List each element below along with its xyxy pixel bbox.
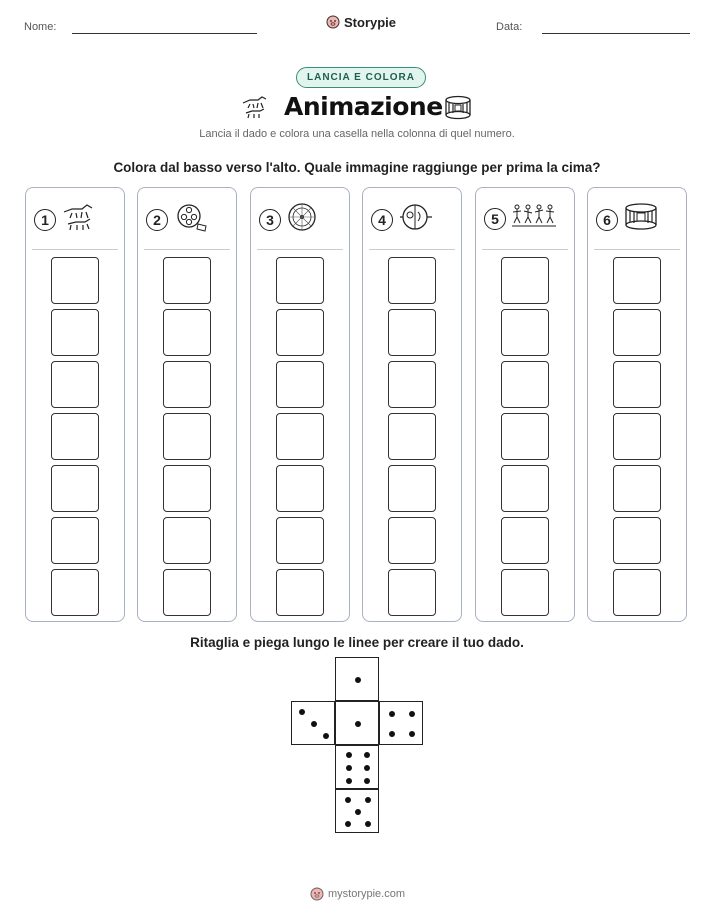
column-header — [596, 202, 658, 237]
die-face-1 — [335, 657, 379, 701]
color-cell[interactable] — [51, 257, 99, 304]
date-label: Data: — [496, 21, 523, 33]
color-cell[interactable] — [51, 465, 99, 512]
color-cell[interactable] — [51, 517, 99, 564]
color-cell[interactable] — [613, 517, 661, 564]
subtitle: Lancia il dado e colora una casella nella colonna di quel numero. — [199, 128, 515, 140]
color-cell[interactable] — [276, 309, 324, 356]
brand-logo — [326, 14, 396, 30]
color-cell[interactable] — [163, 413, 211, 460]
film-reel-icon — [174, 202, 210, 237]
column-4 — [362, 187, 462, 622]
dice-instruction: Ritaglia e piega lungo le linee per creare il tuo dado. — [190, 635, 524, 650]
column-6 — [587, 187, 687, 622]
column-divider — [32, 249, 118, 250]
color-cell[interactable] — [501, 413, 549, 460]
column-number: 3 — [259, 209, 281, 231]
pig-mascot-icon — [310, 886, 324, 902]
die-pip — [409, 731, 415, 737]
color-cell[interactable] — [388, 361, 436, 408]
color-cell[interactable] — [163, 361, 211, 408]
die-pip — [389, 731, 395, 737]
running-animals-icon — [62, 202, 98, 237]
dancing-figures-strip-icon — [512, 202, 556, 235]
die-pip — [365, 797, 371, 803]
color-cell[interactable] — [51, 309, 99, 356]
column-divider — [369, 249, 455, 250]
die-pip — [311, 721, 317, 727]
color-cell[interactable] — [276, 413, 324, 460]
color-cell[interactable] — [613, 257, 661, 304]
column-number: 1 — [34, 209, 56, 231]
die-face-3 — [291, 701, 335, 745]
column-header — [259, 202, 317, 237]
color-cell[interactable] — [388, 465, 436, 512]
color-cell[interactable] — [613, 569, 661, 616]
color-cell[interactable] — [388, 569, 436, 616]
brand-name: Storypie — [344, 14, 397, 30]
column-divider — [482, 249, 568, 250]
die-pip — [364, 752, 370, 758]
die-pip — [355, 721, 361, 727]
die-pip — [355, 809, 361, 815]
die-pip — [355, 677, 361, 683]
column-5 — [475, 187, 575, 622]
column-divider — [144, 249, 230, 250]
column-number: 4 — [371, 209, 393, 231]
thaumatrope-icon — [399, 202, 435, 237]
color-cell[interactable] — [51, 361, 99, 408]
color-cell[interactable] — [613, 465, 661, 512]
footer-url: mystorypie.com — [328, 888, 406, 900]
footer — [310, 886, 405, 902]
color-cell[interactable] — [51, 569, 99, 616]
name-line[interactable] — [72, 33, 257, 34]
color-cell[interactable] — [501, 465, 549, 512]
column-header — [484, 202, 556, 235]
color-cell[interactable] — [388, 257, 436, 304]
color-cell[interactable] — [388, 517, 436, 564]
die-pip — [409, 711, 415, 717]
date-line[interactable] — [542, 33, 690, 34]
color-cell[interactable] — [613, 309, 661, 356]
color-cell[interactable] — [501, 517, 549, 564]
die-face-5 — [335, 789, 379, 833]
column-2 — [137, 187, 237, 622]
color-cell[interactable] — [501, 309, 549, 356]
zoetrope-disc-icon — [287, 202, 317, 237]
color-cell[interactable] — [163, 309, 211, 356]
color-cell[interactable] — [613, 413, 661, 460]
die-face-1 — [335, 701, 379, 745]
color-cell[interactable] — [276, 569, 324, 616]
die-face-4 — [379, 701, 423, 745]
die-pip — [365, 821, 371, 827]
die-pip — [323, 733, 329, 739]
activity-badge: LANCIA E COLORA — [296, 67, 426, 88]
die-pip — [364, 765, 370, 771]
die-pip — [364, 778, 370, 784]
color-cell[interactable] — [163, 517, 211, 564]
instruction-heading: Colora dal basso verso l'alto. Quale immagine raggiunge per prima la cima? — [113, 160, 601, 175]
color-cell[interactable] — [276, 361, 324, 408]
color-cell[interactable] — [51, 413, 99, 460]
name-label: Nome: — [24, 21, 57, 33]
column-divider — [257, 249, 343, 250]
color-cell[interactable] — [276, 257, 324, 304]
color-cell[interactable] — [613, 361, 661, 408]
column-header — [34, 202, 98, 237]
color-cell[interactable] — [276, 465, 324, 512]
running-animals-icon — [240, 94, 270, 125]
color-cell[interactable] — [501, 257, 549, 304]
die-pip — [346, 778, 352, 784]
die-pip — [346, 752, 352, 758]
column-3 — [250, 187, 350, 622]
zoetrope-drum-icon — [624, 202, 658, 237]
die-pip — [299, 709, 305, 715]
page-title: Animazione — [284, 92, 443, 121]
die-pip — [346, 765, 352, 771]
column-header — [146, 202, 210, 237]
die-face-6 — [335, 745, 379, 789]
column-number: 6 — [596, 209, 618, 231]
color-cell[interactable] — [388, 413, 436, 460]
column-header — [371, 202, 435, 237]
pig-mascot-icon — [326, 14, 340, 30]
column-divider — [594, 249, 680, 250]
zoetrope-drum-icon — [444, 95, 472, 126]
column-number: 2 — [146, 209, 168, 231]
column-number: 5 — [484, 208, 506, 230]
color-cell[interactable] — [388, 309, 436, 356]
die-pip — [389, 711, 395, 717]
color-cell[interactable] — [163, 257, 211, 304]
die-pip — [345, 821, 351, 827]
color-cell[interactable] — [163, 569, 211, 616]
color-cell[interactable] — [501, 361, 549, 408]
color-cell[interactable] — [501, 569, 549, 616]
color-cell[interactable] — [276, 517, 324, 564]
color-cell[interactable] — [163, 465, 211, 512]
column-1 — [25, 187, 125, 622]
die-pip — [345, 797, 351, 803]
